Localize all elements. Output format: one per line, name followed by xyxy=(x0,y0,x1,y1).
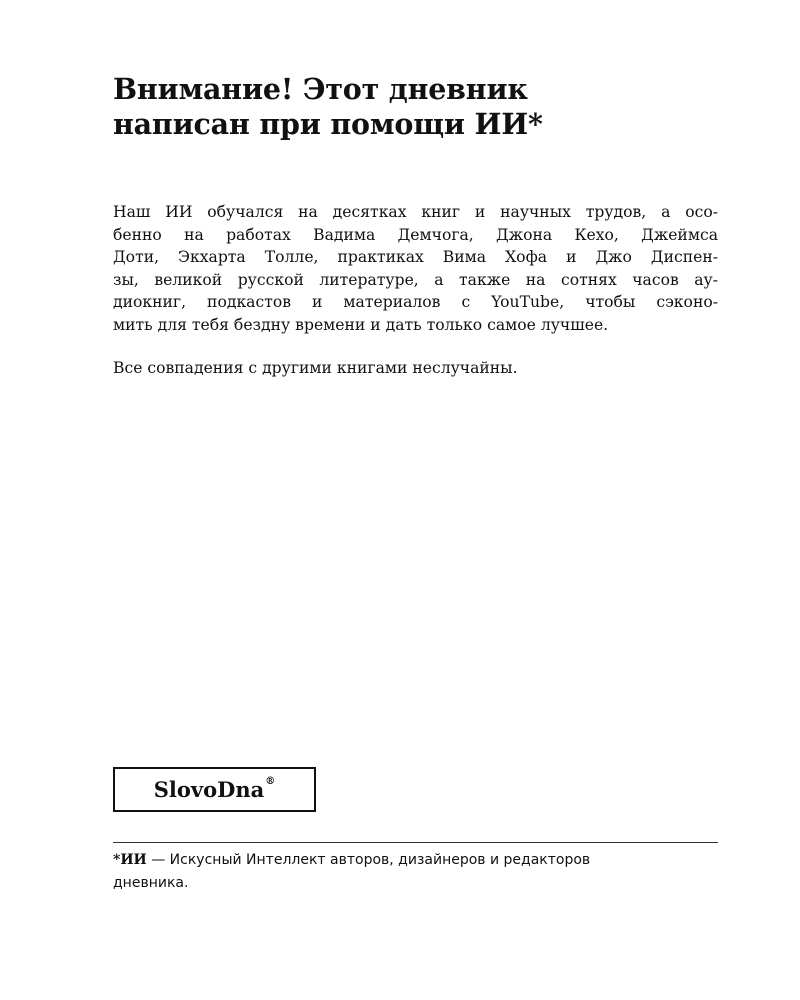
paragraph-line: зы, великой русской литературе, а также на сотнях часов ау- xyxy=(113,270,718,289)
paragraph-line: бенно на работах Вадима Демчога, Джона Кехо, Джеймса xyxy=(113,225,718,244)
footnote-line-2: дневника. xyxy=(113,875,189,891)
publisher-logo xyxy=(113,767,316,812)
page-title xyxy=(113,72,718,142)
logo-text: SlovoDna xyxy=(153,777,265,802)
paragraph-line: Наш ИИ обучался на десятках книг и научных трудов, а осо- xyxy=(113,203,718,221)
paragraph-line: мить для тебя бездну времени и дать только самое лучшее. xyxy=(113,315,609,334)
paragraph-line: Все совпадения с другими книгами неслучайны. xyxy=(113,359,518,377)
paragraph-ai-training xyxy=(113,201,718,336)
title-line-1: Внимание! Этот дневник xyxy=(113,72,528,106)
footnote-divider xyxy=(113,842,718,843)
footnote-line-1 xyxy=(113,849,718,872)
footnote xyxy=(113,849,718,895)
footnote-term: *ИИ xyxy=(113,852,147,868)
page xyxy=(113,0,718,1000)
paragraph-line: диокниг, подкастов и материалов с YouTube, чтобы сэконо- xyxy=(113,293,718,311)
registered-mark: ® xyxy=(265,776,276,787)
paragraph-line: Доти, Экхарта Толле, практиках Вима Хофа и Джо Диспен- xyxy=(113,248,718,266)
paragraph-disclaimer xyxy=(113,357,718,380)
footnote-definition: — Искусный Интеллект авторов, дизайнеров и редакторов xyxy=(146,852,591,868)
title-line-2: написан при помощи ИИ* xyxy=(113,107,543,141)
